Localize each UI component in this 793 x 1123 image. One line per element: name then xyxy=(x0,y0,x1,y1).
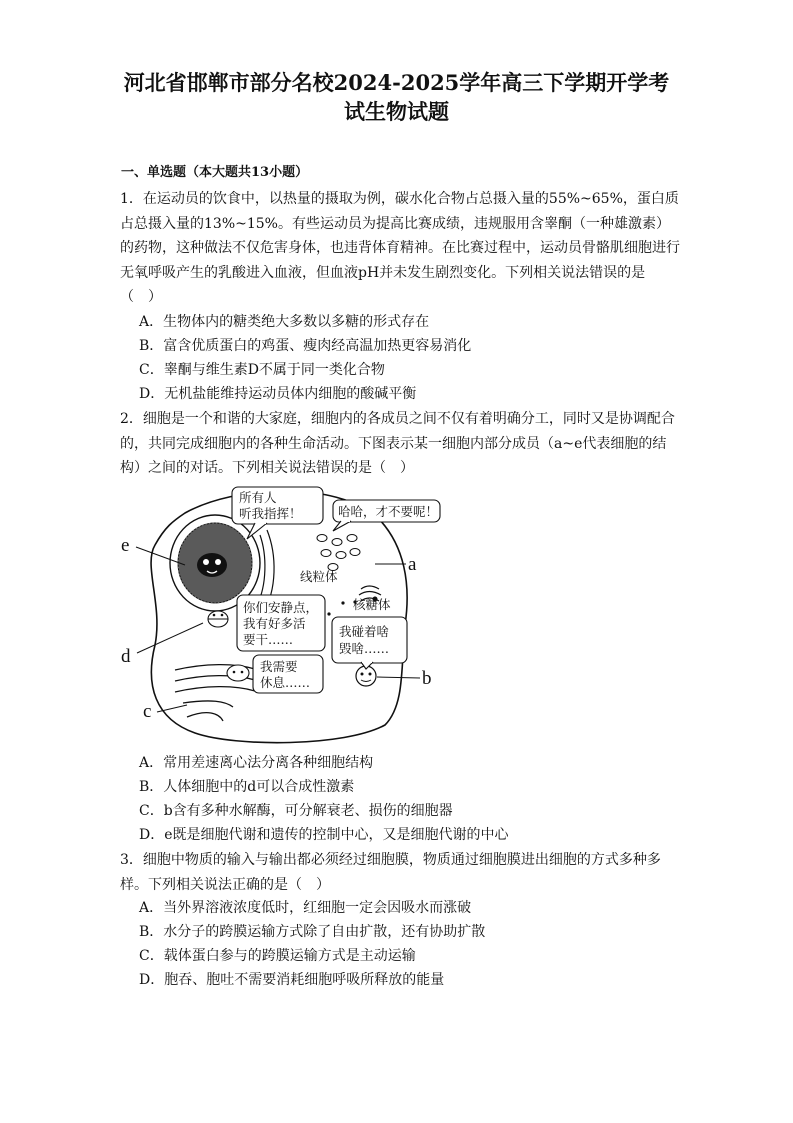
question-1-option-b: B．富含优质蛋白的鸡蛋、瘦肉经高温加热更容易消化 xyxy=(139,338,472,354)
question-1-option-a: A．生物体内的糖类绝大多数以多糖的形式存在 xyxy=(139,314,430,330)
speech-bubble-c xyxy=(253,655,323,693)
bubble-mitochondria-text: 哈哈，才不要呢！ xyxy=(338,504,439,519)
bubble-c-line-2: 休息…… xyxy=(260,675,311,690)
question-3-option-c: C．载体蛋白参与的跨膜运输方式是主动运输 xyxy=(139,948,416,964)
bubble-c-line-1: 我需要 xyxy=(260,659,298,674)
section-heading: 一、单选题（本大题共13小题） xyxy=(121,165,309,180)
question-1-option-c: C．睾酮与维生素D不属于同一类化合物 xyxy=(139,362,385,378)
question-2-option-c: C．b含有多种水解酶，可分解衰老、损伤的细胞器 xyxy=(139,803,453,819)
bubble-nucleus-line-1: 所有人 xyxy=(239,490,277,505)
question-3-option-a: A．当外界溶液浓度低时，红细胞一定会因吸水而涨破 xyxy=(139,900,472,916)
label-d: d xyxy=(121,646,131,667)
question-2-option-a: A．常用差速离心法分离各种细胞结构 xyxy=(139,755,374,771)
document-title-line-2: 试生物试题 xyxy=(344,99,449,124)
organelle-d-face xyxy=(208,611,228,627)
label-ribosome: 核糖体 xyxy=(353,597,391,612)
bubble-d-line-2: 我有好多活 xyxy=(243,616,306,631)
organelle-c-face xyxy=(227,665,249,681)
cell-diagram xyxy=(115,485,445,747)
speech-bubble-b xyxy=(332,617,407,669)
question-2-stem: 2．细胞是一个和谐的大家庭，细胞内的各成员之间不仅有着明确分工，同时又是协调配合的，共同完成细胞内的各种生命活动。下图表示某一细胞内部分成员（a~e代表细胞的结构）之间的对话。下列相关说法错误的是（ ） xyxy=(120,411,675,476)
bubble-d-line-3: 要干…… xyxy=(243,632,294,647)
bubble-b-line-2: 毁啥…… xyxy=(339,641,390,656)
question-3-option-d: D．胞吞、胞吐不需要消耗细胞呼吸所释放的能量 xyxy=(139,972,445,988)
bubble-nucleus-line-2: 听我指挥！ xyxy=(239,506,302,521)
question-3-stem: 3．细胞中物质的输入与输出都必须经过细胞膜，物质通过细胞膜进出细胞的方式多种多样。下列相关说法正确的是（ ） xyxy=(120,852,661,893)
question-2-option-b: B．人体细胞中的d可以合成性激素 xyxy=(139,779,355,795)
question-1-stem: 1．在运动员的饮食中，以热量的摄取为例，碳水化合物占总摄入量的55%~65%，蛋白质占总摄入量的13%~15%。有些运动员为提高比赛成绩，违规服用含睾酮（一种雄激素）的药物，这种做法不仅危害身体，也违背体育精神。在比赛过程中，运动员骨骼肌细胞进行无氧呼吸产生的乳酸进入血液，但血液pH并未发生剧烈变化。下列相关说法错误的是（ ） xyxy=(120,191,680,305)
speech-bubble-d xyxy=(237,595,325,651)
document-title-line-1: 河北省邯郸市部分名校2024-2025学年高三下学期开学考 xyxy=(123,70,670,95)
bubble-b-line-1: 我碰着啥 xyxy=(339,624,390,639)
question-3-option-b: B．水分子的跨膜运输方式除了自由扩散，还有协助扩散 xyxy=(139,924,486,940)
label-c: c xyxy=(143,701,152,722)
label-b: b xyxy=(422,668,432,689)
label-a: a xyxy=(408,554,417,575)
bubble-d-line-1: 你们安静点， xyxy=(243,600,319,615)
question-2-option-d: D．e既是细胞代谢和遗传的控制中心，又是细胞代谢的中心 xyxy=(139,827,509,843)
label-e: e xyxy=(121,535,130,556)
question-1-option-d: D．无机盐能维持运动员体内细胞的酸碱平衡 xyxy=(139,386,417,402)
label-mitochondria: 线粒体 xyxy=(300,569,338,584)
